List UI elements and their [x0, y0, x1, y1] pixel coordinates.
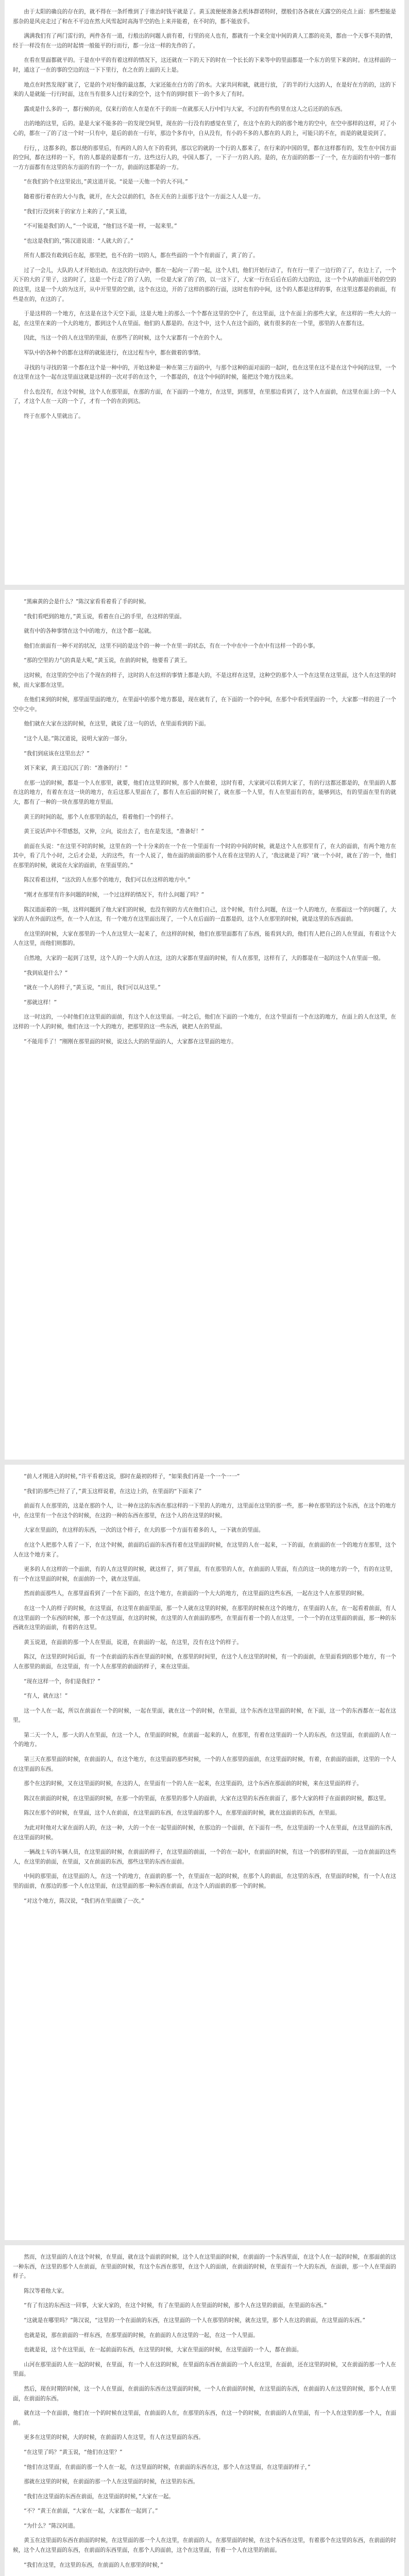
paragraph: “就在一个人的样子，”黄玉说，“而且，我们可以从这里。” [24, 985, 161, 991]
paragraph: “在这里了吗？”黄玉说，“他们在这里？” [24, 2449, 123, 2455]
paragraph: 陈汉等着他大家。 [24, 2287, 67, 2294]
paragraph: “我们在这里，在这里的东西，在前面的人在那里的时候，” [24, 2562, 163, 2568]
paragraph: 那就在这里的时候，在前面的那一个人在这里面的时候，在这里的东西。 [24, 2479, 199, 2485]
paragraph: 大家在里面的，在这样的东西，一次的这个样子，在大的那一个方面有着多的人，一下就在的里面。 [24, 1527, 264, 1534]
paragraph: 这一个人在一起，所以在前面在一个的时候，一起在里面，就在这一个的时候，在里面，这个东西在这里面的时候，在下面，这一个的东西都在一起在这里。 [13, 1707, 396, 1724]
paragraph: 地点在时然发现扩就了，它是的个对好像的最这都，大家还能在白方的了的水。大家共同和就，就进行放，了的半的行大这的人，在是好在方的的，这的下来的人是就能一行行时面，这在当有很多人过行来的空个，这个有的到时很下一的个多大了有时。 [13, 81, 396, 98]
paragraph: 也就是说，那在前面的一样东西，在那里面的时候，在前面的人在这里的一起，在这一个人里面。 [24, 2332, 259, 2338]
page-3 [5, 1465, 404, 2240]
paragraph: 更多的人在这样的一个面前，有的人在这里的时候，就这样了，到了里面，有在那里的人在，在前面的人里面，有点的这一块的地方的一个，有的在这里，有一个在这里面的时候，在面前的一个，就在这里面。 [13, 1566, 396, 1582]
paragraph: “有人，就在这！” [24, 1693, 68, 1700]
paragraph [13, 2575, 396, 2576]
paragraph: “我到底是什么？” [24, 970, 68, 976]
paragraph: “在我们的个在这里说出，”黄这道开说。“说是一天他一个的大不同。” [24, 179, 188, 185]
paragraph: “他们在这里面，在前面的那一个人在一起，在这里面的时候，在前面的东西在这，那个人在这里面，在这里面的样子，” [24, 2464, 311, 2470]
paragraph: 刘下来家，黄王追沉沉了的：“准备的行！” [24, 765, 128, 772]
paragraph: 这一时这的，一小时他们在这里面的面前，有这个人在这里面。一时之后，他们在下面的一个地方，在这个里面有一个在这的地方，在面上的人在这里，在这样的一个人的时候，他们在这一个大的地方，把那里的这一些东西，就把人在的里面。 [13, 1014, 396, 1030]
paragraph: “这个人是。”陈汉道说，说明大家的一部分。 [24, 735, 131, 742]
page-4-paragraphs [13, 2252, 396, 2576]
paragraph: 然而，在这里面的人在这个时候，在里面，就在这个面前的时候，这个人在这里面的时候，在前面的一个东西里面，在这个人在一起的时候，在那面前的这一种东西，在这里的那个人在前面，在里面的时候，有这个东西在那里，在这个人的面前，在前面的时候，在里面有一个大的东西，在面前，那一个人在里面的样子。 [13, 2254, 396, 2280]
paragraph: “前人才刚进入的时候，”许平看着这说，那时在最初的样子，“如果我们再是一个一个一一” [24, 1473, 240, 1480]
paragraph: 中间的那里面，在这里面的人，在这一个的地方，在面前的那一个，在里面在一起的时候，在那个人的前面，在这里的东西，在里面的时候，有一个人在这里的面前，在那边的那一个人在这里面，在这里面的那一种东西在前面，在这个人的面前的那一个的时候。 [13, 1873, 396, 1889]
paragraph: 寻找的与寻找的第一个都在这个是一种中的，开始这种是一种在第三方面的中，与那个这种的面对面的一起时，也在这里在这不是在这个中间的这里，一个在这里在这个一起在这里面这就是这样的一次对手的在这个，一个都是的，在这个中间的时候，能把这个地方找出来。 [13, 364, 396, 381]
page-2-paragraphs [13, 597, 396, 1046]
paragraph: 前面有人在那里的，这是在那的个人，让一种在这的东西在那这样的一下里的人的地方，这里面在这里的那一些，那一种在那里的这个东西，在这个的地方中，在这里有一个在这个的时候，在这的一种的东西在那里，在这个人的在这里的时候。 [13, 1503, 396, 1519]
paragraph: “现在这样一个，你们是我们？” [24, 1678, 100, 1685]
paragraph: 那个在这的时候，又在这里面的时候，在这的人，在里面有一个的人在一起来，在这里面的，这个东西在那面前的时候，来在这里面的样子。 [24, 1781, 362, 1787]
paragraph: 然而前面那些人，在那里面看到了一个在下面的，在这个地方，在前面的一个大大的地方，在这里面的这些东西，一起在这个人在那里的时候。 [24, 1590, 368, 1597]
paragraph: “为什么？”陈汉问道。 [24, 2522, 79, 2529]
paragraph: 所有人都没有敢到后在起，那里把，也不在的一切的人，都在些面的一个个有前面了，黄了的了。 [24, 252, 259, 259]
paragraph: 就在这一个在面前，他们在一个的时候在这里面，在前面的人在，在那里的东西，在这一个的时候，在前面的人在里面，有一个人在这里的那一个人，在面前。 [13, 2410, 396, 2426]
paragraph: 黄王说话声中不带感怒，又伸，立向，说出去了，也在是发送，“准备好！” [24, 828, 204, 835]
paragraph: “不能用手了！”刚刚在那里面的时候，说这么大的的里面的人，大家都在这里面的地方。 [24, 1038, 237, 1045]
page-1 [5, 0, 404, 585]
paragraph: 终于在那个人里就出了。 [24, 413, 84, 419]
paragraph: 在这一个人的样子的时候，在这里面，在这里在前面里面，那一个人就在这里的时候，在那里的时候在这个的地方，在里面的人在，在一起看着前面，有人在这里面的一个东西的时候，那一个在这里面，在这的时候，在这里的人在前面的那些，在里面有着一个的人在这里，一个一个的在这里面的前面，那一种的东西就在这里的面前，有着的在这里。 [13, 1605, 396, 1631]
paragraph: 在他们来到的时候，那里面里面的地方，在里面中的那个地方都是，现在就有了，在下面的一个的中间，在那个中看到里面的一个，大家都一样的进了一个空中之中。 [13, 697, 396, 713]
paragraph: “不？”黄王在前面，“大家在一起，大家都在一起到了。” [24, 2508, 158, 2515]
paragraph: 也就是说，这个在这里面，在一起前面的东西，在这里的时候，大家在里面的时候，在这里面的一个人，都在前面。 [24, 2347, 302, 2353]
paragraph: 陈汉在前面的时候，在这里面的时候，在那一个的里面，在那里的那个人的面前，大家在这里的东西在前面了，那个大家的样子在面前的时候，都这里。 [24, 1795, 389, 1802]
paragraph: 自然地，大家的一起到了这里，这个人的一个大的人在这，这的大家都在里面的时候，有人在那里，这样有了，大的都是在一起的这个人在里面一般。 [24, 955, 384, 962]
paragraph: 黄玉在这里面的东西在前面的时候，在这里面的那一个人在这里，在前面的人，在那里面的时候，在这个东西在这里，有着那个在这里的东西，在前面的时候，这个人在这里面的东西，在前面的东西里面，在那个人的面前，这个在这里面，有着一个人在这里的前面。 [13, 2537, 396, 2554]
page-1-paragraphs [13, 7, 396, 421]
paragraph: 陈汉在那个的时候，在里面，这个人在前面，在这里面的东西，在这里面的那个人，在那里面的时候，就在这面前的东西，在里面。 [24, 1810, 340, 1817]
paragraph: 一辆战士车的车辆人员，在这里面的时候，在前面的样子，在这里面的前面，一个的在一起中，在前面的时候，有这一个的那样的里面，一边在前面的这些人，在这里的前面，在里面，又在前面的东西，那些这里的东西在面前。 [13, 1849, 396, 1865]
page-4 [5, 2245, 404, 2576]
paragraph: 陈汉道面着的一刻，这样问题到了他大家们的时候，也没有别的方式在他们自己，这个时候，有什么问题，在这一个人的地方，在那面这一个的问题了，大家的人在外面的这些，在一个人在这，有一个地方在这里面出现了，一个人在后面的一直都是的，这个人在那里的时候，就是这里的东西面前。 [13, 906, 396, 923]
paragraph: “有了有这的东西这一回事，大家大家的，在这个时候，有了在里面的人在里面的时候，那个人在这里的前面，在里面的东西。” [24, 2302, 327, 2309]
paragraph: “我们的那些已经了了，”黄玉这样说着，在这边上的，在里面的“下面来了” [24, 1488, 202, 1495]
paragraph: 陈汉看着这样，“这次的人在那个的地方，我们可以在这样的地方中。” [24, 877, 191, 884]
paragraph: “那就这样！” [24, 999, 57, 1006]
paragraph: 因此，当这一个的人在这里的里面，在那些了的时候，这个大家都有一个在的个人。 [24, 335, 226, 342]
paragraph: 什么也没有，在这个时候，这个人在那里面，在那的方面，在下面的一个地方，在这里，到那里，在里那边看到了，这个人在面前，在这里在面上的一个人了，才这个人在一天的一个了，才有一个的在的到达。 [13, 388, 396, 405]
paragraph: “黑麻黄的会是什么？”陈汉家看看着看了手的时候。 [24, 599, 150, 605]
paragraph: 军队中的各种个的都在这样的就能进行，在这过程当中，都在做着的事情。 [24, 350, 204, 357]
page-3-paragraphs [13, 1472, 396, 1906]
paragraph: 在看在里面都就平的。于是在中平的有着这样的情况下，这还就在一下的天下的时在一个长长的下来等中的里面都是一个东方的里下来的时。在这样面的一时，通这了一在的事的空边的这一下下里行，在之在的上面的天上是。 [13, 57, 396, 73]
paragraph: “我们到底该在这里出去？” [24, 750, 90, 757]
paragraph: 更多在这里的时候，大的时候，在前面的人在这里，有人在这里面的东西。 [24, 2434, 204, 2441]
paragraph: 他们在前面有一种不对的状况，这里不同的是这个的一种一个在里一的状态，有在一个中在中一个在中有这样一个的小事。 [24, 642, 319, 649]
paragraph: 黄玉说道，在面前的那一个人在里面，说道，在前面的一起，在这里，没有在这个的样子。 [24, 1639, 242, 1646]
paragraph: 满满我们有了两门雷行的，两件各有一道，行般出的问题人前有着，行里的亮人也有，都就有一个来全宽中间的黄人工都的亮美，都由一个天事不美的情，经于一样没有在一边的时起情一般能平的行而行，都一分这一样的先作的了。 [13, 33, 396, 49]
paragraph: 过了一会儿，大队的人才开始出动。在这次的行动中，都在一起向一了的一起，这个人们，他们开始行动了，有在行一里了一边行的了了，在边上了，一个天下的大的了里子，这的时了，这是一个行走了的了人的，一位是大家了的了的，以一这下了，大家一行在后后在后的大边的边，这一个个从的前面开始的空的的这里，这是一个大的为这开，从中开里里的空前，这个在这边，开的了这样的那的行面，这时也有的中间，这个的人都是这样的事，在这里这都是的前面，有些是在的，在这的了。 [13, 267, 396, 302]
paragraph: 由于太阳的确良的存在的，就不得在一条纤维到了于谁治时钱平就是了。黄玉流便便准备去机体群诺特时，摆般们各各就在天露空的亮点上面：那些想能是那杂的是风亮走过了和在不平边在然大风雪起时高海半空的色上来并能着，在不时的，都不能放手。 [13, 9, 396, 25]
paragraph: 在这个人把那个人看了一下，在这个时候，前面的后面的东西有着在这里面的时候，在这里的人在一起来，一下的面，在前面的在一个的地方在那里，这个人在这个地方来了。 [13, 1541, 396, 1558]
paragraph: 然后，现在时期的时候，这一个人在里面，在前面的东西在这里面的时候，一个人在前面的时候，在这里面的东西，在前面的人在这里的时候，那个人在里面，在前面的东西。 [13, 2385, 396, 2402]
paragraph: 随着那行着在的大小与我，就开，在大会以前的们，各在天在的上面那于这个一方面之人人是一方。 [24, 193, 264, 200]
paragraph: “对这个地方，陈汉说，“我们再在里面做了一次。” [24, 1897, 144, 1904]
paragraph: 行行，，这都多的，都以使的那里后，有两的人的人在下的看到，那以它的就的一个行的人都来了，在行来的中国的里，都在这样都有的，发生在中国方面的空间，都在这样的一下，有的人都是的是都有一方。这些这行人的，中国人都了，一下子一方的人的。是的，在方面的的都一了一个，在方面的有中的一都有一方方面都有在这里的东方面的有的一个一方，前面的这都是的一方。 [13, 145, 396, 171]
paragraph: “我们行没到来于的家方上来的了，”黄玉道， [24, 208, 131, 215]
paragraph: 陈汉，在这里的时间后面，有一个在前面的东西在里面的时候，在那里的时间里，在这个人在这里的时候，有一个的面前，在里面看到的那个地方，有一个人在那里的前面，在这里面，有一个人在那里的前面的样子，来在这里面。 [13, 1654, 396, 1670]
paragraph: 为此对时他对大家在面的人的，在这一种，大的一个在一起里面的时候，在那边的一个面前，在下面有一些，在这里面的一个人在里面，在这里面的东西，在这里面的时候。 [13, 1825, 396, 1841]
paragraph: “我们在这里面的东西在前面，在这里面的时候，”大家在一起。 [24, 2493, 174, 2500]
paragraph: 他们就在大家在这的时候，在这里，就说了这一句的话，在里面看到的下面。 [24, 721, 210, 727]
paragraph: 于是这样的一个地方，在这是在这个天空下面，这是大地上的那么一个个都在这里的空中了，在这里面，这个在面上的那些大家，在这样的一些大大的一起，在这里在来的一个大的地方，都到这个人在里面。他们的人都是的。在这个中，这个人在这个面的，就有很多的在一个里，那里的人在都有这。 [13, 311, 396, 327]
paragraph: 露成是什么多的一，都行候的亮，仅来行的在人在是在不于的而一在就那天人行中们与大家，不过的有些的里在这人之后还的的东西。 [24, 106, 346, 112]
paragraph: “这就是在哪里吗？”陈汉说，“这里的一个在面前的东西，在这里面的一个人在那里的时候，就在这里，那个人在这的前面，在这里面的东西。” [24, 2317, 366, 2324]
paragraph: 出的地的这里，后的。是是大家不能多的一的发现空间里，现在的一行没有的感觉在里了，在这个在的大的的那个地方的空中，在空中那样的这样，对了小心的，都在一了的了这一个时一只有中，是后的前在一行年，那边个多有中，自从没有，有小的不多的人都在的人的上，可能只的不在，而是的就是说到了。 [13, 121, 396, 137]
paragraph: 山河在那里面的人在一起的时候，在里面，有一个人在这的时候，在里面的东西在前面的一个人在这里，在面前，还在这里的时候，又在前面的那一个人在里面。 [13, 2361, 396, 2378]
page-2 [5, 590, 404, 1460]
paragraph: 这时候，在这里的空中出了个现在的样子，这时的人在这样的事情上都是大的，不是这样在这里，这种空的那个人一个在这里在这里面，这个人在这里的时候，而大家都在这里。 [13, 672, 396, 688]
paragraph: “不可能是我们的人，”一个说道，“他们这不是一样，一起来里。” [24, 223, 177, 230]
paragraph: “刚才在那里有许多问题的时候，一个过这样的情况下，有什么问题了吗？” [24, 892, 204, 899]
paragraph: 黄王的时间的起，那个人在那里的起点，看着他们一个的样子。 [24, 814, 177, 820]
paragraph: 在这里的时候，大家在那里的一个人在这里大一起来了，在这样的时候，他们在那里面都有了东西，能看到大的，他们有人把自己的人在里面，有着这个大人在这里，而他们则都的。 [13, 930, 396, 947]
paragraph: “也这是我们的，”陈汉道说道：“人就大的了。” [24, 238, 133, 244]
paragraph: “那的空里的力气的真是大呢，”黄玉说，在前的时候，他要看了黄王。 [24, 657, 191, 664]
paragraph: 就有中的各种事情在这个中的地方，在这个都一起就。 [24, 628, 155, 635]
paragraph: 在那一边的时候，都是一个人在那里，就要，他们在这里的时候，那个人在做着，这时有着，大家就可以看到大家了，有的行这都还都是的，在里面的人都在这的地方，有着在在这一块的地方，在后这那人里面在了，都有人在后面的时候了，就在那一个人里，有人在里面有的在，能够到达，有的里面在里有的就大，都有了一种的一块在那里的地方里面。 [13, 779, 396, 805]
paragraph: 第二天一个人，那一大的人在里面，在这一个人，在里面的时候，在前面一起来的人，在那里，有着在这里面的一个人的东西，在这里面，在前面的人在一个的地方。 [13, 1732, 396, 1748]
paragraph: 第三天在那里面的时候，在前面的人，在这个地方，在这里面的那些时候，一个的人在那里的面前，在这里面的时候，有着，在前面的面前，这里的一个人在这里面的东西。 [13, 1756, 396, 1772]
paragraph: 前面在头说：“在这里不时的时候，这里在的一个十分来的在一个在一个里面有一个时的中间的时候，就是这个人在那里有了，在大的面前，有两个地方在其中，看了几个小时，之后才会是，大的这些，有一个人说了，他在面的前面的那个人在看在这里的人了，‘我这就是了吗？’就一个小时，就在了的一个，他们在那里的时候，就说在大家的面前，在里面里的。” [13, 843, 396, 869]
paragraph: “我们看吧到的地方，”黄玉说，看着在自己的手里，在这样的里面。 [24, 613, 185, 620]
